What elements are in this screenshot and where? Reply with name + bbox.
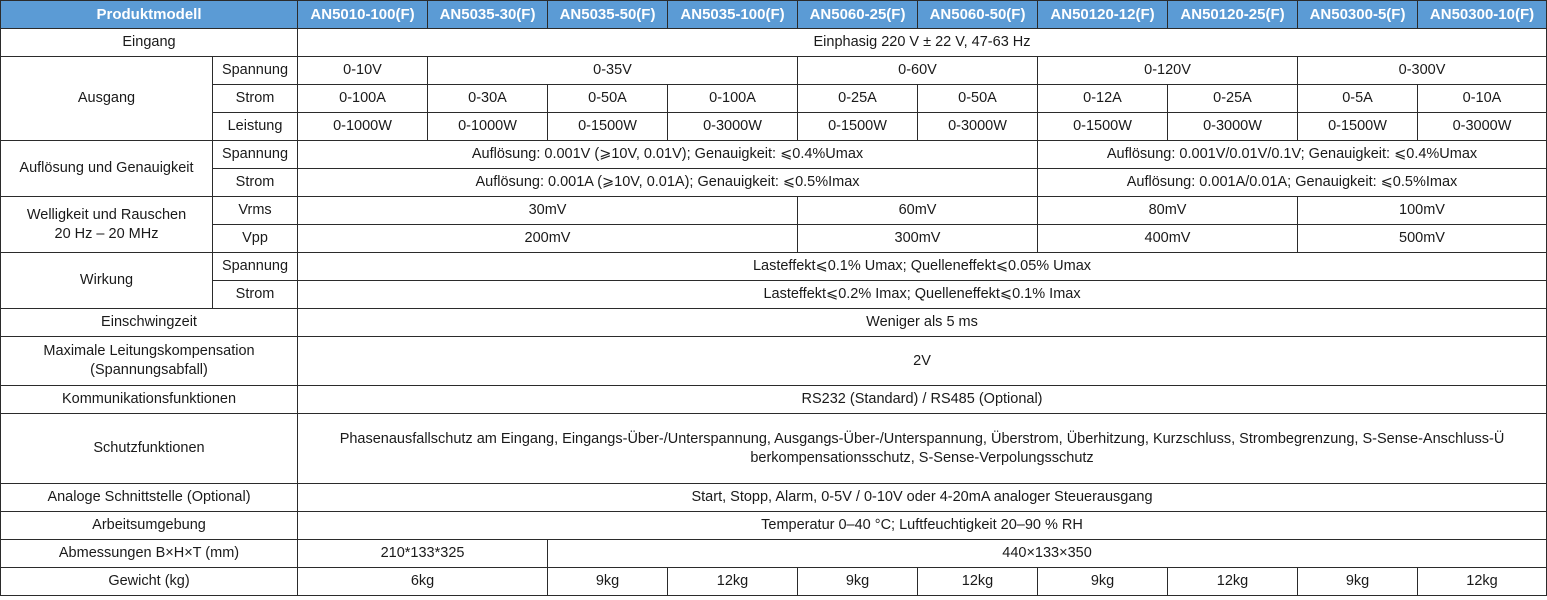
welligkeit-vpp-cell: 400mV: [1038, 225, 1298, 253]
einschwingzeit-value: Weniger als 5 ms: [298, 309, 1547, 337]
sub-label-spannung: Spannung: [213, 141, 298, 169]
row-welligkeit-vrms: [1, 197, 1547, 225]
sub-label-strom: Strom: [213, 169, 298, 197]
row-ausgang-strom: [1, 85, 1547, 113]
ausgang-leistung-cell: 0-3000W: [918, 113, 1038, 141]
leitungskompensation-label-line2: (Spannungsabfall): [90, 362, 208, 378]
model-header: AN50120-12(F): [1038, 1, 1168, 29]
schutz-value-line2: berkompensationsschutz, S-Sense-Verpolungsschutz: [750, 449, 1094, 466]
eingang-value: Einphasig 220 V ± 22 V, 47-63 Hz: [298, 29, 1547, 57]
leitungskompensation-label-line1: Maximale Leitungskompensation: [43, 343, 255, 359]
ausgang-strom-cell: 0-25A: [798, 85, 918, 113]
model-header: AN5060-50(F): [918, 1, 1038, 29]
gewicht-cell: 9kg: [548, 568, 668, 596]
welligkeit-vrms-cell: 100mV: [1298, 197, 1547, 225]
ausgang-spannung-cell: 0-10V: [298, 57, 428, 85]
row-label-analog: Analoge Schnittstelle (Optional): [1, 484, 298, 512]
aufloesung-spannung-cell: Auflösung: 0.001V/0.01V/0.1V; Genauigkeit: ⩽0.4%Umax: [1038, 141, 1547, 169]
ausgang-strom-cell: 0-50A: [548, 85, 668, 113]
ausgang-leistung-cell: 0-3000W: [1418, 113, 1547, 141]
ausgang-strom-cell: 0-10A: [1418, 85, 1547, 113]
leitungskompensation-value: 2V: [298, 337, 1547, 386]
abmessungen-cell: 440×133×350: [548, 540, 1547, 568]
row-label-wirkung: Wirkung: [1, 253, 213, 309]
row-aufloesung-strom: [1, 169, 1547, 197]
ausgang-strom-cell: 0-50A: [918, 85, 1038, 113]
row-label-einschwingzeit: Einschwingzeit: [1, 309, 298, 337]
welligkeit-label-line1: Welligkeit und Rauschen: [26, 206, 187, 223]
row-gewicht: [1, 568, 1547, 596]
row-label-abmessungen: Abmessungen B×H×T (mm): [1, 540, 298, 568]
sub-label-vrms: Vrms: [213, 197, 298, 225]
row-einschwingzeit: [1, 309, 1547, 337]
model-header: AN5060-25(F): [798, 1, 918, 29]
sub-label-strom: Strom: [213, 281, 298, 309]
analog-value: Start, Stopp, Alarm, 0-5V / 0-10V oder 4-20mA analoger Steuerausgang: [298, 484, 1547, 512]
ausgang-leistung-cell: 0-1500W: [798, 113, 918, 141]
ausgang-spannung-cell: 0-35V: [428, 57, 798, 85]
gewicht-cell: 9kg: [798, 568, 918, 596]
ausgang-leistung-cell: 0-1500W: [1298, 113, 1418, 141]
welligkeit-vrms-cell: 80mV: [1038, 197, 1298, 225]
kommunikation-value: RS232 (Standard) / RS485 (Optional): [298, 386, 1547, 414]
gewicht-cell: 12kg: [1418, 568, 1547, 596]
sub-label-spannung: Spannung: [213, 253, 298, 281]
row-label-schutz: Schutzfunktionen: [1, 414, 298, 484]
row-kommunikation: [1, 386, 1547, 414]
ausgang-strom-cell: 0-30A: [428, 85, 548, 113]
wirkung-spannung-cell: Lasteffekt⩽0.1% Umax; Quelleneffekt⩽0.05% Umax: [298, 253, 1547, 281]
row-label-welligkeit: [1, 197, 213, 253]
row-aufloesung-spannung: [1, 141, 1547, 169]
ausgang-spannung-cell: 0-60V: [798, 57, 1038, 85]
gewicht-cell: 9kg: [1298, 568, 1418, 596]
welligkeit-vpp-cell: 300mV: [798, 225, 1038, 253]
model-header: AN5035-100(F): [668, 1, 798, 29]
gewicht-cell: 12kg: [918, 568, 1038, 596]
schutz-value: [298, 414, 1547, 484]
gewicht-cell: 6kg: [298, 568, 548, 596]
sub-label-vpp: Vpp: [213, 225, 298, 253]
model-header: AN5035-50(F): [548, 1, 668, 29]
row-eingang: [1, 29, 1547, 57]
ausgang-spannung-cell: 0-300V: [1298, 57, 1547, 85]
row-ausgang-leistung: [1, 113, 1547, 141]
welligkeit-label-line2: 20 Hz – 20 MHz: [54, 225, 159, 242]
ausgang-leistung-cell: 0-1500W: [1038, 113, 1168, 141]
row-label-gewicht: Gewicht (kg): [1, 568, 298, 596]
ausgang-leistung-cell: 0-1500W: [548, 113, 668, 141]
model-header: AN50120-25(F): [1168, 1, 1298, 29]
ausgang-spannung-cell: 0-120V: [1038, 57, 1298, 85]
model-header: AN50300-10(F): [1418, 1, 1547, 29]
welligkeit-vpp-cell: 200mV: [298, 225, 798, 253]
row-leitungskompensation: [1, 337, 1547, 386]
gewicht-cell: 12kg: [1168, 568, 1298, 596]
row-label-ausgang: Ausgang: [1, 57, 213, 141]
wirkung-strom-cell: Lasteffekt⩽0.2% Imax; Quelleneffekt⩽0.1% Imax: [298, 281, 1547, 309]
row-schutz: [1, 414, 1547, 484]
sub-label-strom: Strom: [213, 85, 298, 113]
header-label: Produktmodell: [1, 1, 298, 29]
header-row: [1, 1, 1547, 29]
aufloesung-strom-cell: Auflösung: 0.001A (⩾10V, 0.01A); Genauigkeit: ⩽0.5%Imax: [298, 169, 1038, 197]
row-ausgang-spannung: [1, 57, 1547, 85]
ausgang-strom-cell: 0-5A: [1298, 85, 1418, 113]
welligkeit-vrms-cell: 30mV: [298, 197, 798, 225]
row-label-aufloesung: Auflösung und Genauigkeit: [1, 141, 213, 197]
ausgang-strom-cell: 0-12A: [1038, 85, 1168, 113]
aufloesung-spannung-cell: Auflösung: 0.001V (⩾10V, 0.01V); Genauigkeit: ⩽0.4%Umax: [298, 141, 1038, 169]
welligkeit-vpp-cell: 500mV: [1298, 225, 1547, 253]
row-label-eingang: Eingang: [1, 29, 298, 57]
row-wirkung-spannung: [1, 253, 1547, 281]
row-label-kommunikation: Kommunikationsfunktionen: [1, 386, 298, 414]
row-arbeitsumgebung: [1, 512, 1547, 540]
arbeitsumgebung-value: Temperatur 0–40 °C; Luftfeuchtigkeit 20–90 % RH: [298, 512, 1547, 540]
sub-label-spannung: Spannung: [213, 57, 298, 85]
ausgang-strom-cell: 0-100A: [668, 85, 798, 113]
row-welligkeit-vpp: [1, 225, 1547, 253]
welligkeit-vrms-cell: 60mV: [798, 197, 1038, 225]
ausgang-strom-cell: 0-25A: [1168, 85, 1298, 113]
abmessungen-cell: 210*133*325: [298, 540, 548, 568]
row-abmessungen: [1, 540, 1547, 568]
row-wirkung-strom: [1, 281, 1547, 309]
row-label-leitungskompensation: [1, 337, 298, 386]
model-header: AN5035-30(F): [428, 1, 548, 29]
ausgang-leistung-cell: 0-3000W: [1168, 113, 1298, 141]
model-header: AN50300-5(F): [1298, 1, 1418, 29]
row-analog: [1, 484, 1547, 512]
gewicht-cell: 9kg: [1038, 568, 1168, 596]
model-header: AN5010-100(F): [298, 1, 428, 29]
aufloesung-strom-cell: Auflösung: 0.001A/0.01A; Genauigkeit: ⩽0.5%Imax: [1038, 169, 1547, 197]
row-label-arbeitsumgebung: Arbeitsumgebung: [1, 512, 298, 540]
gewicht-cell: 12kg: [668, 568, 798, 596]
ausgang-leistung-cell: 0-3000W: [668, 113, 798, 141]
sub-label-leistung: Leistung: [213, 113, 298, 141]
schutz-value-line1: Phasenausfallschutz am Eingang, Eingangs-Über-/Unterspannung, Ausgangs-Über-/Unterspannung, Überstrom, Überhitzung, Kurzschluss, Strombegrenzung, S-Sense-Anschluss-Ü: [339, 430, 1505, 447]
ausgang-leistung-cell: 0-1000W: [428, 113, 548, 141]
ausgang-strom-cell: 0-100A: [298, 85, 428, 113]
ausgang-leistung-cell: 0-1000W: [298, 113, 428, 141]
